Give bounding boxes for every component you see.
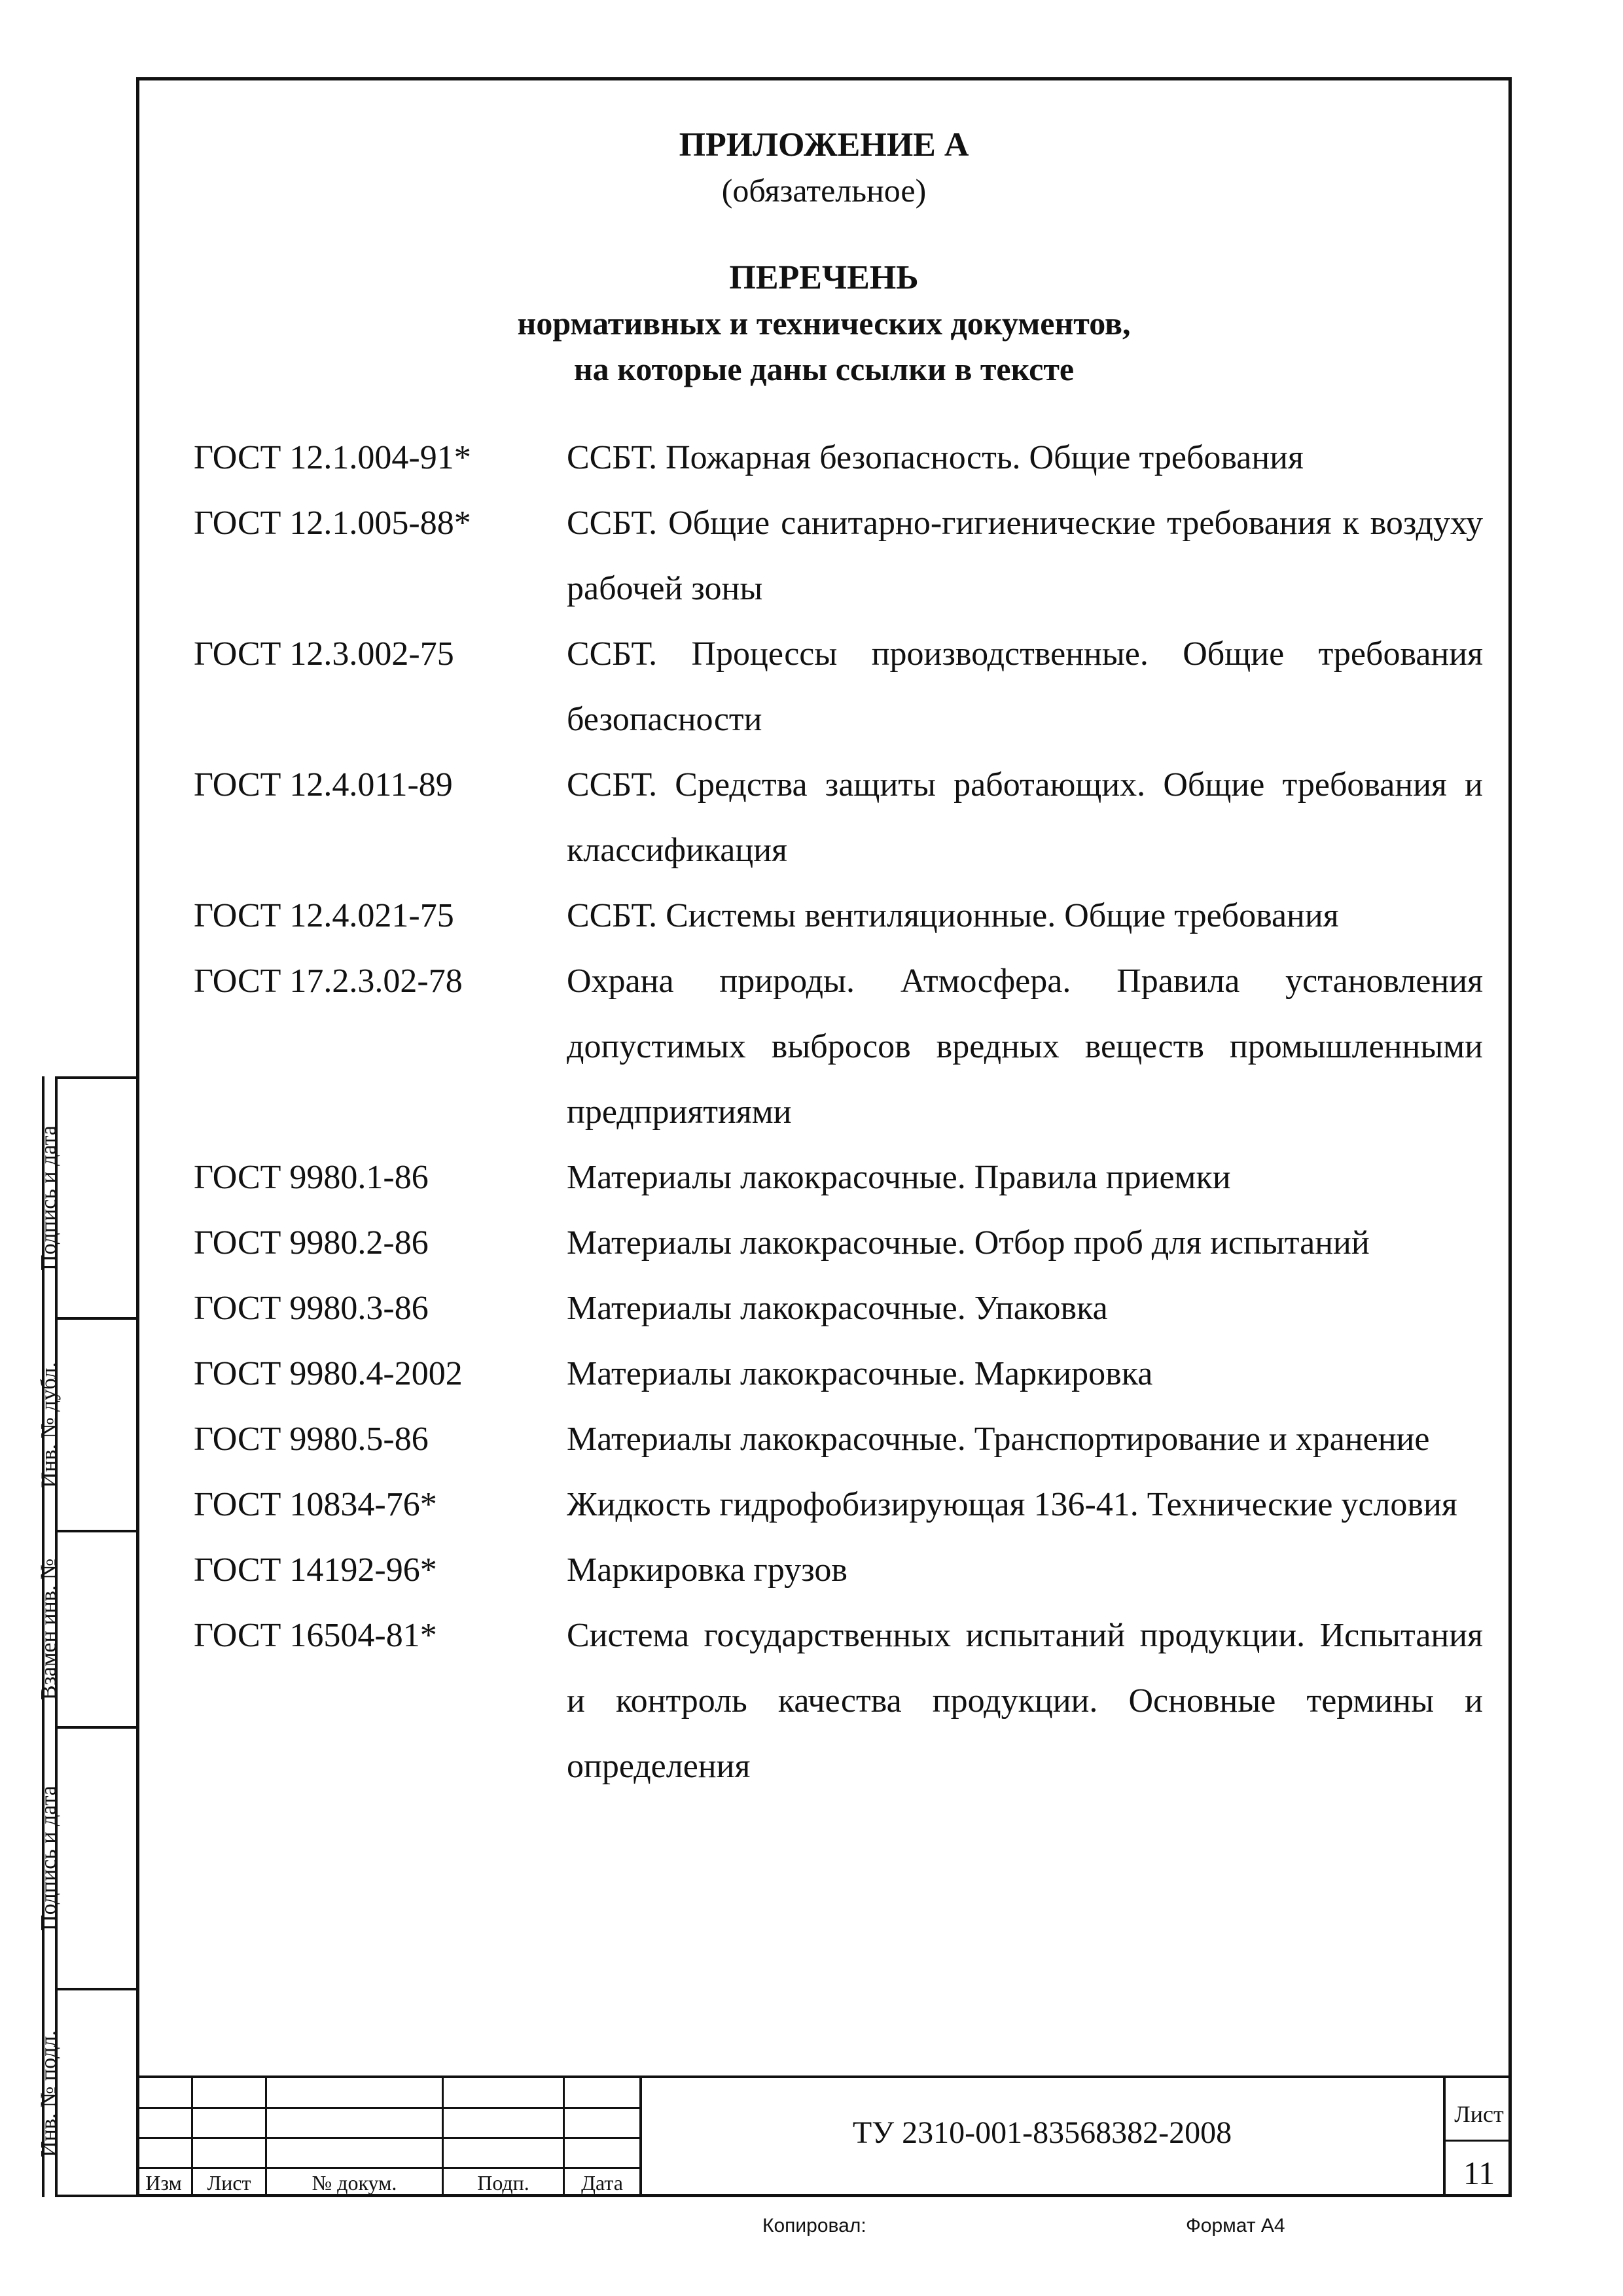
side-orig-inv-label: Инв. № подл. <box>37 2030 62 2157</box>
document-code: ГОСТ 9980.4-2002 <box>194 1355 463 1392</box>
format-label: Формат А4 <box>1186 2215 1285 2236</box>
document-row <box>194 1538 1496 1603</box>
sheet-label: Лист <box>1454 2101 1504 2127</box>
title-block-row-line <box>136 2107 641 2109</box>
document-row <box>194 1145 1496 1210</box>
appendix-title: ПРИЛОЖЕНИЕ А <box>679 126 969 164</box>
document-row <box>194 491 1496 622</box>
side-signature-date-label: Подпись и дата <box>37 1125 61 1271</box>
document-title: Материалы лакокрасочные. Правила приемки <box>567 1159 1231 1196</box>
list-subtitle-line-1: нормативных и технических документов, <box>517 305 1131 342</box>
document-title: Материалы лакокрасочные. Транспортирование и хранение <box>567 1421 1430 1458</box>
document-title: Материалы лакокрасочные. Маркировка <box>567 1355 1153 1392</box>
side-dup-inv-label: Инв. № дубл. <box>37 1362 62 1488</box>
document-title: ССБТ. Средства защиты работающих. Общие требования и классификация <box>567 766 1483 869</box>
document-code: ГОСТ 9980.3-86 <box>194 1290 429 1327</box>
copied-by-label: Копировал: <box>762 2215 866 2236</box>
document-title: ССБТ. Общие санитарно-гигиенические требования к воздуху рабочей зоны <box>567 504 1483 607</box>
title-block-row-line <box>136 2137 641 2139</box>
document-title: ССБТ. Пожарная безопасность. Общие требования <box>567 439 1304 476</box>
document-code: ГОСТ 12.4.021-75 <box>194 897 454 934</box>
document-row <box>194 1341 1496 1407</box>
document-row <box>194 1210 1496 1276</box>
col-sign-label: Подп. <box>477 2171 529 2195</box>
col-date-label: Дата <box>581 2171 623 2195</box>
sheet-number: 11 <box>1463 2155 1495 2191</box>
title-block-sheet-line <box>1443 2140 1512 2142</box>
document-row <box>194 752 1496 883</box>
document-row <box>194 883 1496 949</box>
document-row <box>194 1472 1496 1538</box>
document-row <box>194 622 1496 752</box>
document-title: ССБТ. Процессы производственные. Общие требования безопасности <box>567 635 1483 738</box>
list-title: ПЕРЕЧЕНЬ <box>729 259 919 296</box>
title-block-top-line <box>136 2075 1512 2078</box>
document-title: Маркировка грузов <box>567 1551 847 1589</box>
document-row <box>194 1276 1496 1341</box>
document-title: Охрана природы. Атмосфера. Правила установления допустимых выбросов вредных веществ промышленными предприятиями <box>567 963 1483 1131</box>
document-list <box>194 425 1496 1799</box>
appendix-status: (обязательное) <box>721 172 927 209</box>
document-code: ГОСТ 16504-81* <box>194 1617 437 1654</box>
document-code: ГОСТ 12.3.002-75 <box>194 635 454 673</box>
document-row <box>194 1407 1496 1472</box>
document-code: ГОСТ 12.1.005-88* <box>194 504 471 542</box>
document-row <box>194 1603 1496 1799</box>
col-sheet-label: Лист <box>207 2171 251 2195</box>
side-replaces-inv-label: Взамен инв. № <box>37 1558 62 1701</box>
document-code: ГОСТ 14192-96* <box>194 1551 437 1589</box>
document-code: ГОСТ 10834-76* <box>194 1486 437 1523</box>
document-code-title: ТУ 2310-001-83568382-2008 <box>852 2115 1232 2150</box>
document-code: ГОСТ 12.1.004-91* <box>194 439 471 476</box>
col-doc-no-label: № докум. <box>312 2171 397 2195</box>
document-row <box>194 425 1496 491</box>
document-code: ГОСТ 12.4.011-89 <box>194 766 453 804</box>
document-title: Материалы лакокрасочные. Упаковка <box>567 1290 1108 1327</box>
title-block-row-line <box>136 2167 641 2169</box>
side-signature-date-label-2: Подпись и дата <box>37 1786 61 1931</box>
document-code: ГОСТ 9980.1-86 <box>194 1159 429 1196</box>
title-block-col-line <box>1443 2075 1446 2197</box>
document-code: ГОСТ 9980.5-86 <box>194 1421 429 1458</box>
document-code: ГОСТ 9980.2-86 <box>194 1224 429 1262</box>
document-title: Жидкость гидрофобизирующая 136-41. Технические условия <box>567 1486 1457 1523</box>
col-change-label: Изм <box>145 2171 182 2195</box>
document-title: Материалы лакокрасочные. Отбор проб для испытаний <box>567 1224 1370 1262</box>
list-subtitle-line-2: на которые даны ссылки в тексте <box>573 351 1075 387</box>
document-title: ССБТ. Системы вентиляционные. Общие требования <box>567 897 1339 934</box>
document-title: Система государственных испытаний продукции. Испытания и контроль качества продукции. Основные термины и определения <box>567 1617 1483 1785</box>
document-code: ГОСТ 17.2.3.02-78 <box>194 963 463 1000</box>
document-row <box>194 949 1496 1145</box>
